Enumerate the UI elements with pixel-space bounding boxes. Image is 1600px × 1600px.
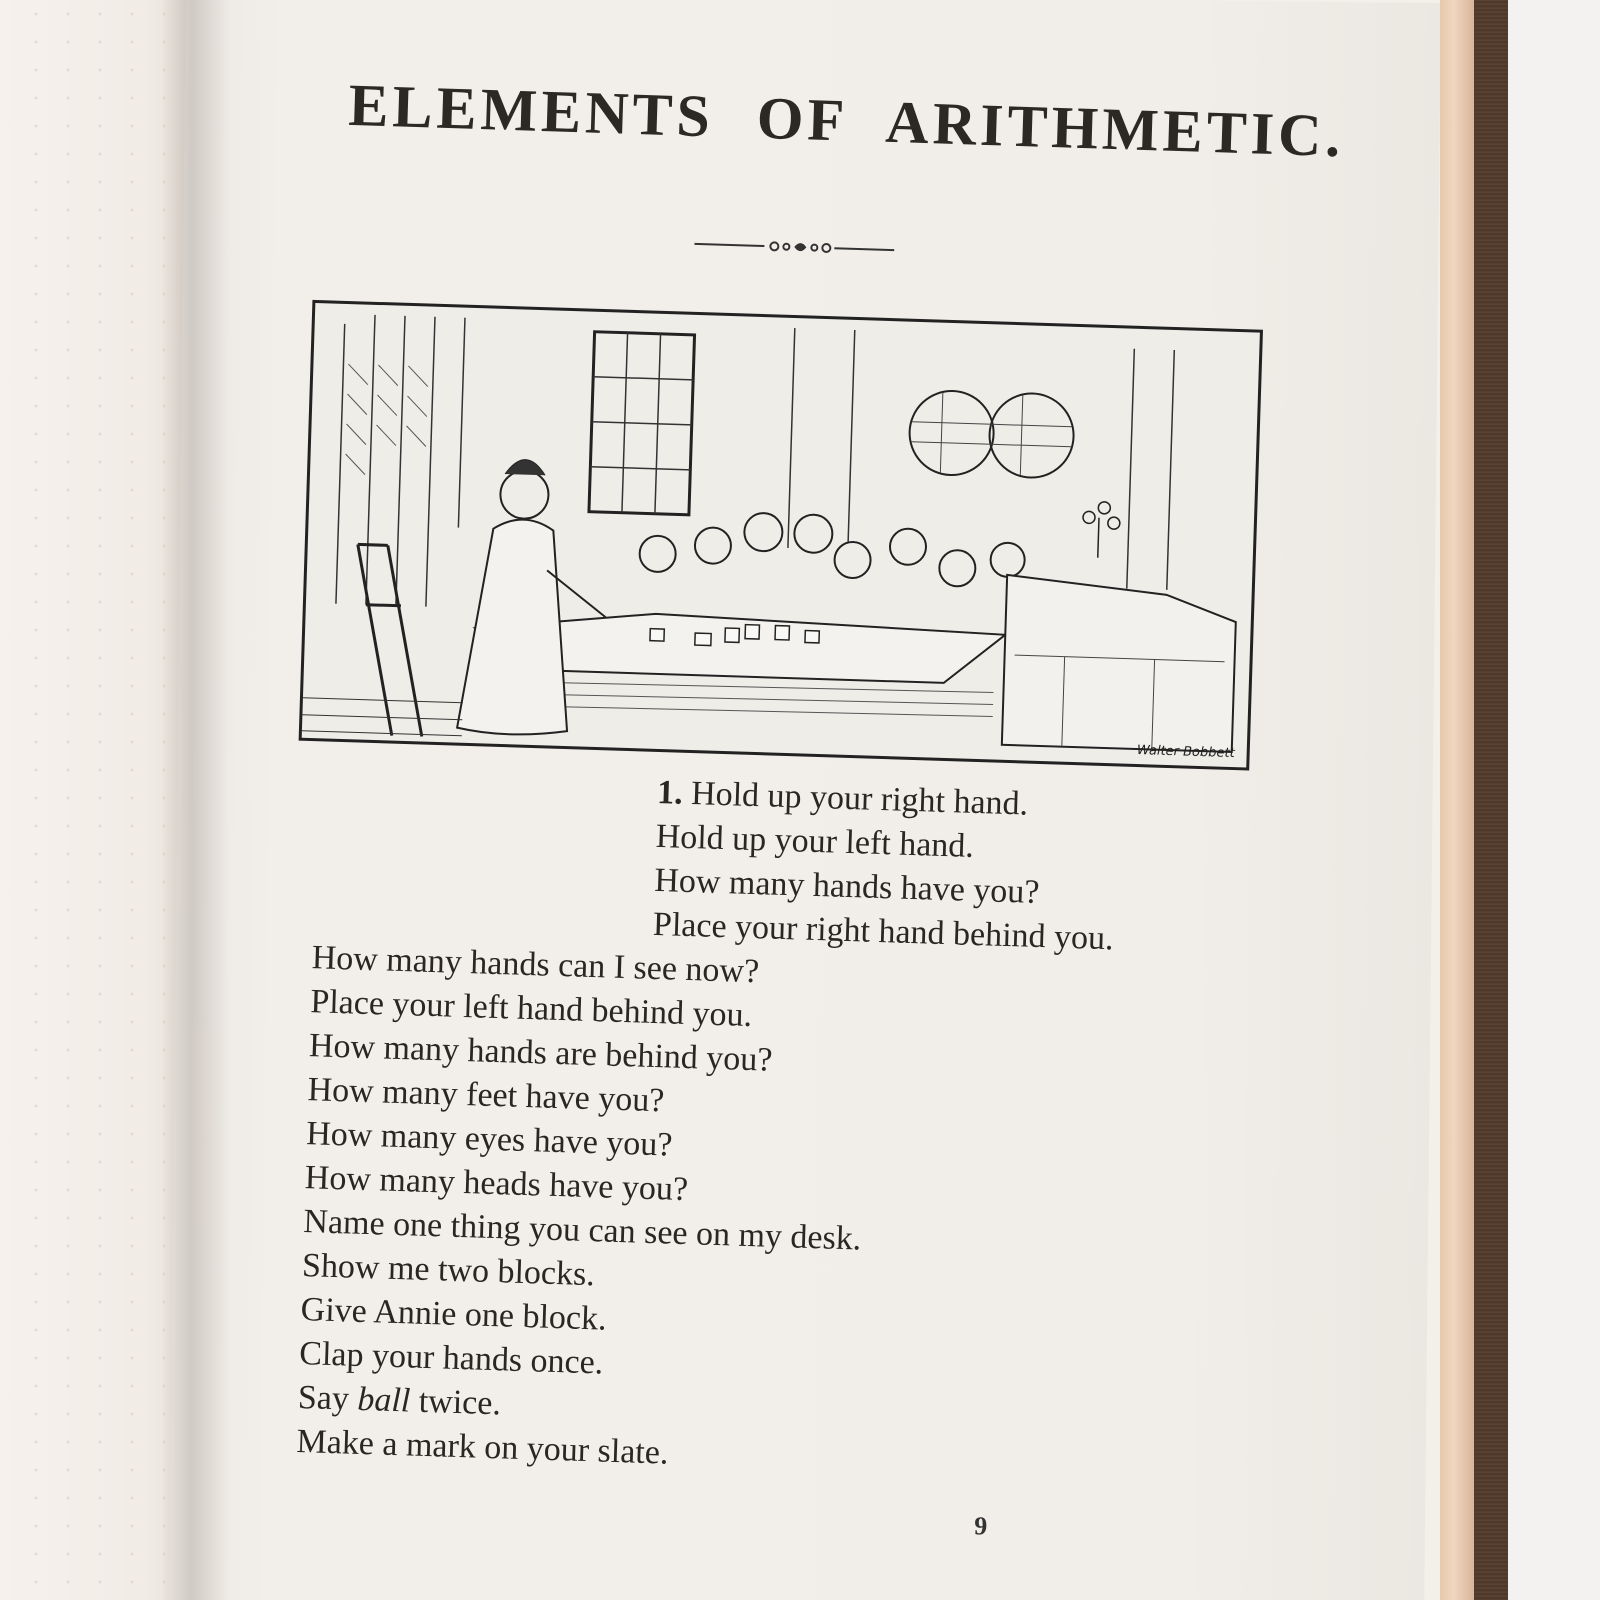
background (1508, 0, 1600, 1600)
exercise-line-8: How many feet have you? (307, 1071, 665, 1120)
exercise-line-9: How many eyes have you? (305, 1115, 674, 1164)
page-title: ELEMENTS OF ARITHMETIC. (347, 71, 1346, 170)
exercise-line-16: Make a mark on your slate. (296, 1422, 669, 1472)
exercise-line-4: Place your right hand behind you. (652, 905, 1115, 958)
exercise-line-7: How many hands are behind you? (308, 1027, 773, 1079)
exercise-line-14: Clap your hands once. (298, 1334, 604, 1382)
exercise-line-2: Hold up your left hand. (655, 817, 975, 865)
say-prefix: Say (297, 1378, 359, 1418)
page-content (273, 60, 1346, 1589)
ornament-divider-icon (694, 232, 895, 262)
exercise-line-3: How many hands have you? (653, 861, 1041, 912)
exercise-line-12: Show me two blocks. (301, 1247, 596, 1294)
book-gutter (160, 0, 230, 1600)
page-edge (1440, 0, 1474, 1600)
say-italic-word: ball (356, 1380, 411, 1420)
exercise-line-13: Give Annie one block. (300, 1291, 608, 1338)
line-text: Hold up your right hand. (690, 775, 1029, 823)
exercise-line-5: How many hands can I see now? (311, 939, 760, 991)
book-cover-edge (1474, 0, 1508, 1600)
page-number: 9 (973, 1511, 988, 1541)
artist-signature: Walter Bobbett (1136, 743, 1235, 762)
say-suffix: twice. (409, 1382, 502, 1423)
left-page-texture (20, 0, 170, 1600)
exercise-line-15 (297, 1376, 501, 1426)
exercise-line-11: Name one thing you can see on my desk. (302, 1203, 862, 1258)
exercise-line-6: Place your left hand behind you. (309, 983, 753, 1035)
classroom-illustration (299, 300, 1263, 771)
classroom-illustration-icon (302, 303, 1260, 767)
exercise-line-10: How many heads have you? (304, 1159, 689, 1209)
exercise-number: 1. (656, 773, 684, 812)
